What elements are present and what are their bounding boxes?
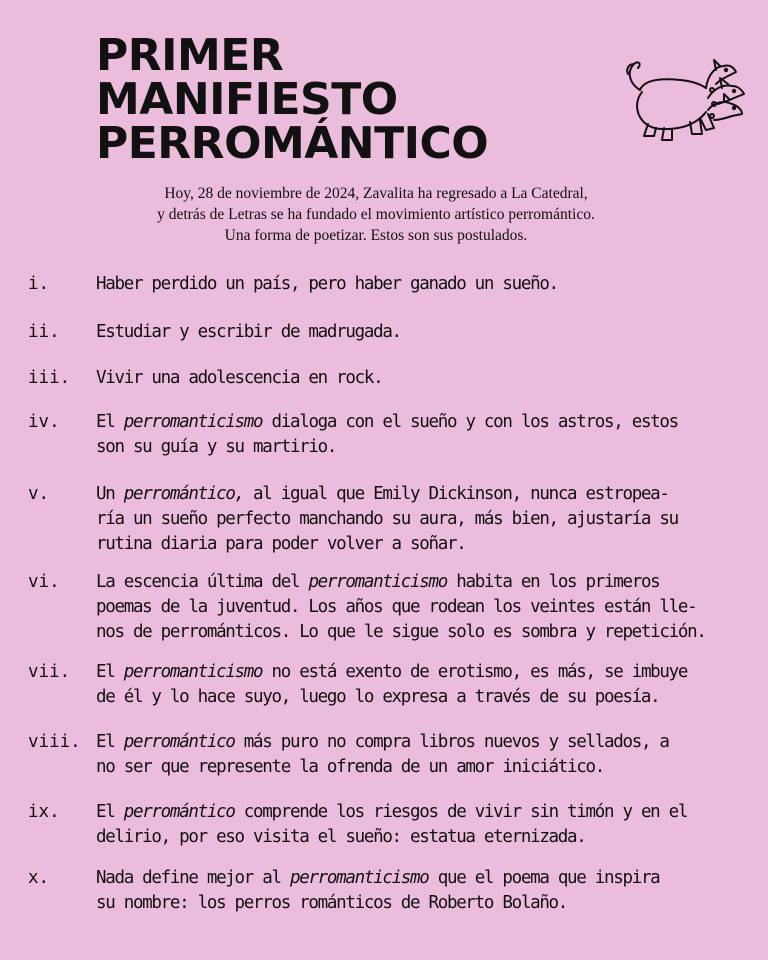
postulate-text	[96, 272, 744, 297]
text-segment: al igual que Emily Dickinson, nunca estropea-	[243, 484, 669, 504]
postulate-line	[96, 532, 744, 557]
three-headed-dog-icon	[620, 50, 750, 150]
postulate-number: vii.	[28, 662, 71, 682]
postulate-number: ii.	[28, 322, 60, 342]
text-segment: El	[96, 662, 124, 682]
postulate-line	[96, 595, 744, 620]
text-segment: no está exento de erotismo, es más, se imbuye	[262, 662, 688, 682]
postulate-text	[96, 320, 744, 345]
text-segment: Haber perdido un país, pero haber ganado un sueño.	[96, 274, 558, 294]
text-segment: dialoga con el sueño y con los astros, estos	[262, 412, 678, 432]
postulate-text	[96, 866, 744, 916]
postulate-line	[96, 272, 744, 297]
text-segment: no ser que represente la ofrenda de un amor iniciático.	[96, 757, 604, 777]
intro-text	[96, 183, 656, 246]
postulate-line	[96, 410, 744, 435]
postulate-line	[96, 730, 744, 755]
intro-line-2: y detrás de Letras se ha fundado el movimiento artístico perromántico.	[157, 206, 595, 223]
text-segment: comprende los riesgos de vivir sin timón y en el	[234, 802, 688, 822]
postulate-line	[96, 320, 744, 345]
postulate-line	[96, 755, 744, 780]
emphasized-term: perromanticismo	[289, 868, 429, 888]
text-segment: El	[96, 802, 124, 822]
postulate-text	[96, 730, 744, 780]
text-segment: La escencia última del	[96, 572, 309, 592]
text-segment: El	[96, 732, 124, 752]
title-line-3: PERROMÁNTICO	[96, 118, 489, 169]
postulate-number: ix.	[28, 802, 60, 822]
text-segment: habita en los primeros	[446, 572, 660, 592]
text-segment: de él y lo hace suyo, luego lo expresa a través de su poesía.	[96, 687, 660, 707]
emphasized-term: perromanticismo	[308, 572, 447, 592]
postulate-text	[96, 660, 744, 710]
text-segment: delirio, por eso visita el sueño: estatua eternizada.	[96, 827, 586, 847]
postulate-line	[96, 660, 744, 685]
postulate-text	[96, 482, 744, 557]
title-line-2: MANIFIESTO	[96, 74, 398, 125]
postulate-line	[96, 891, 744, 916]
text-segment: Un	[96, 484, 124, 504]
text-segment: nos de perrománticos. Lo que le sigue solo es sombra y repetición.	[96, 622, 706, 642]
postulate-text	[96, 366, 744, 391]
intro-line-3: Una forma de poetizar. Estos son sus postulados.	[224, 227, 528, 244]
emphasized-term: perromántico	[123, 732, 235, 752]
manifesto-title	[96, 30, 489, 169]
text-segment: ría un sueño perfecto manchando su aura, más bien, ajustaría su	[96, 509, 678, 529]
text-segment: que el poema que inspira	[428, 868, 660, 888]
postulate-number: x.	[28, 868, 50, 888]
intro-line-1: Hoy, 28 de noviembre de 2024, Zavalita ha regresado a La Catedral,	[164, 185, 588, 202]
text-segment: Nada define mejor al	[96, 868, 290, 888]
postulate-line	[96, 825, 744, 850]
postulate-text	[96, 570, 744, 645]
postulate-line	[96, 620, 744, 645]
emphasized-term: perromanticismo	[123, 412, 263, 432]
text-segment: El	[96, 412, 124, 432]
emphasized-term: perromántico	[123, 802, 235, 822]
postulate-number: viii.	[28, 732, 81, 752]
postulate-line	[96, 570, 744, 595]
postulate-line	[96, 866, 744, 891]
postulate-line	[96, 482, 744, 507]
postulate-text	[96, 800, 744, 850]
postulate-number: iii.	[28, 368, 71, 388]
postulate-line	[96, 366, 744, 391]
postulate-number: vi.	[28, 572, 60, 592]
emphasized-term: perromanticismo	[123, 662, 263, 682]
postulate-number: i.	[28, 274, 50, 294]
text-segment: poemas de la juventud. Los años que rodean los veintes están lle-	[96, 597, 697, 617]
postulate-line	[96, 435, 744, 460]
postulate-line	[96, 685, 744, 710]
text-segment: Estudiar y escribir de madrugada.	[96, 322, 401, 342]
text-segment: son su guía y su martirio.	[96, 437, 337, 457]
postulate-number: v.	[28, 484, 50, 504]
text-segment: Vivir una adolescencia en rock.	[96, 368, 383, 388]
title-line-1: PRIMER	[96, 30, 284, 81]
postulate-line	[96, 800, 744, 825]
postulate-number: iv.	[28, 412, 60, 432]
text-segment: más puro no compra libros nuevos y sellados, a	[234, 732, 669, 752]
text-segment: su nombre: los perros románticos de Roberto Bolaño.	[96, 893, 568, 913]
emphasized-term: perromántico,	[123, 484, 244, 504]
text-segment: rutina diaria para poder volver a soñar.	[96, 534, 466, 554]
postulate-line	[96, 507, 744, 532]
postulate-text	[96, 410, 744, 460]
